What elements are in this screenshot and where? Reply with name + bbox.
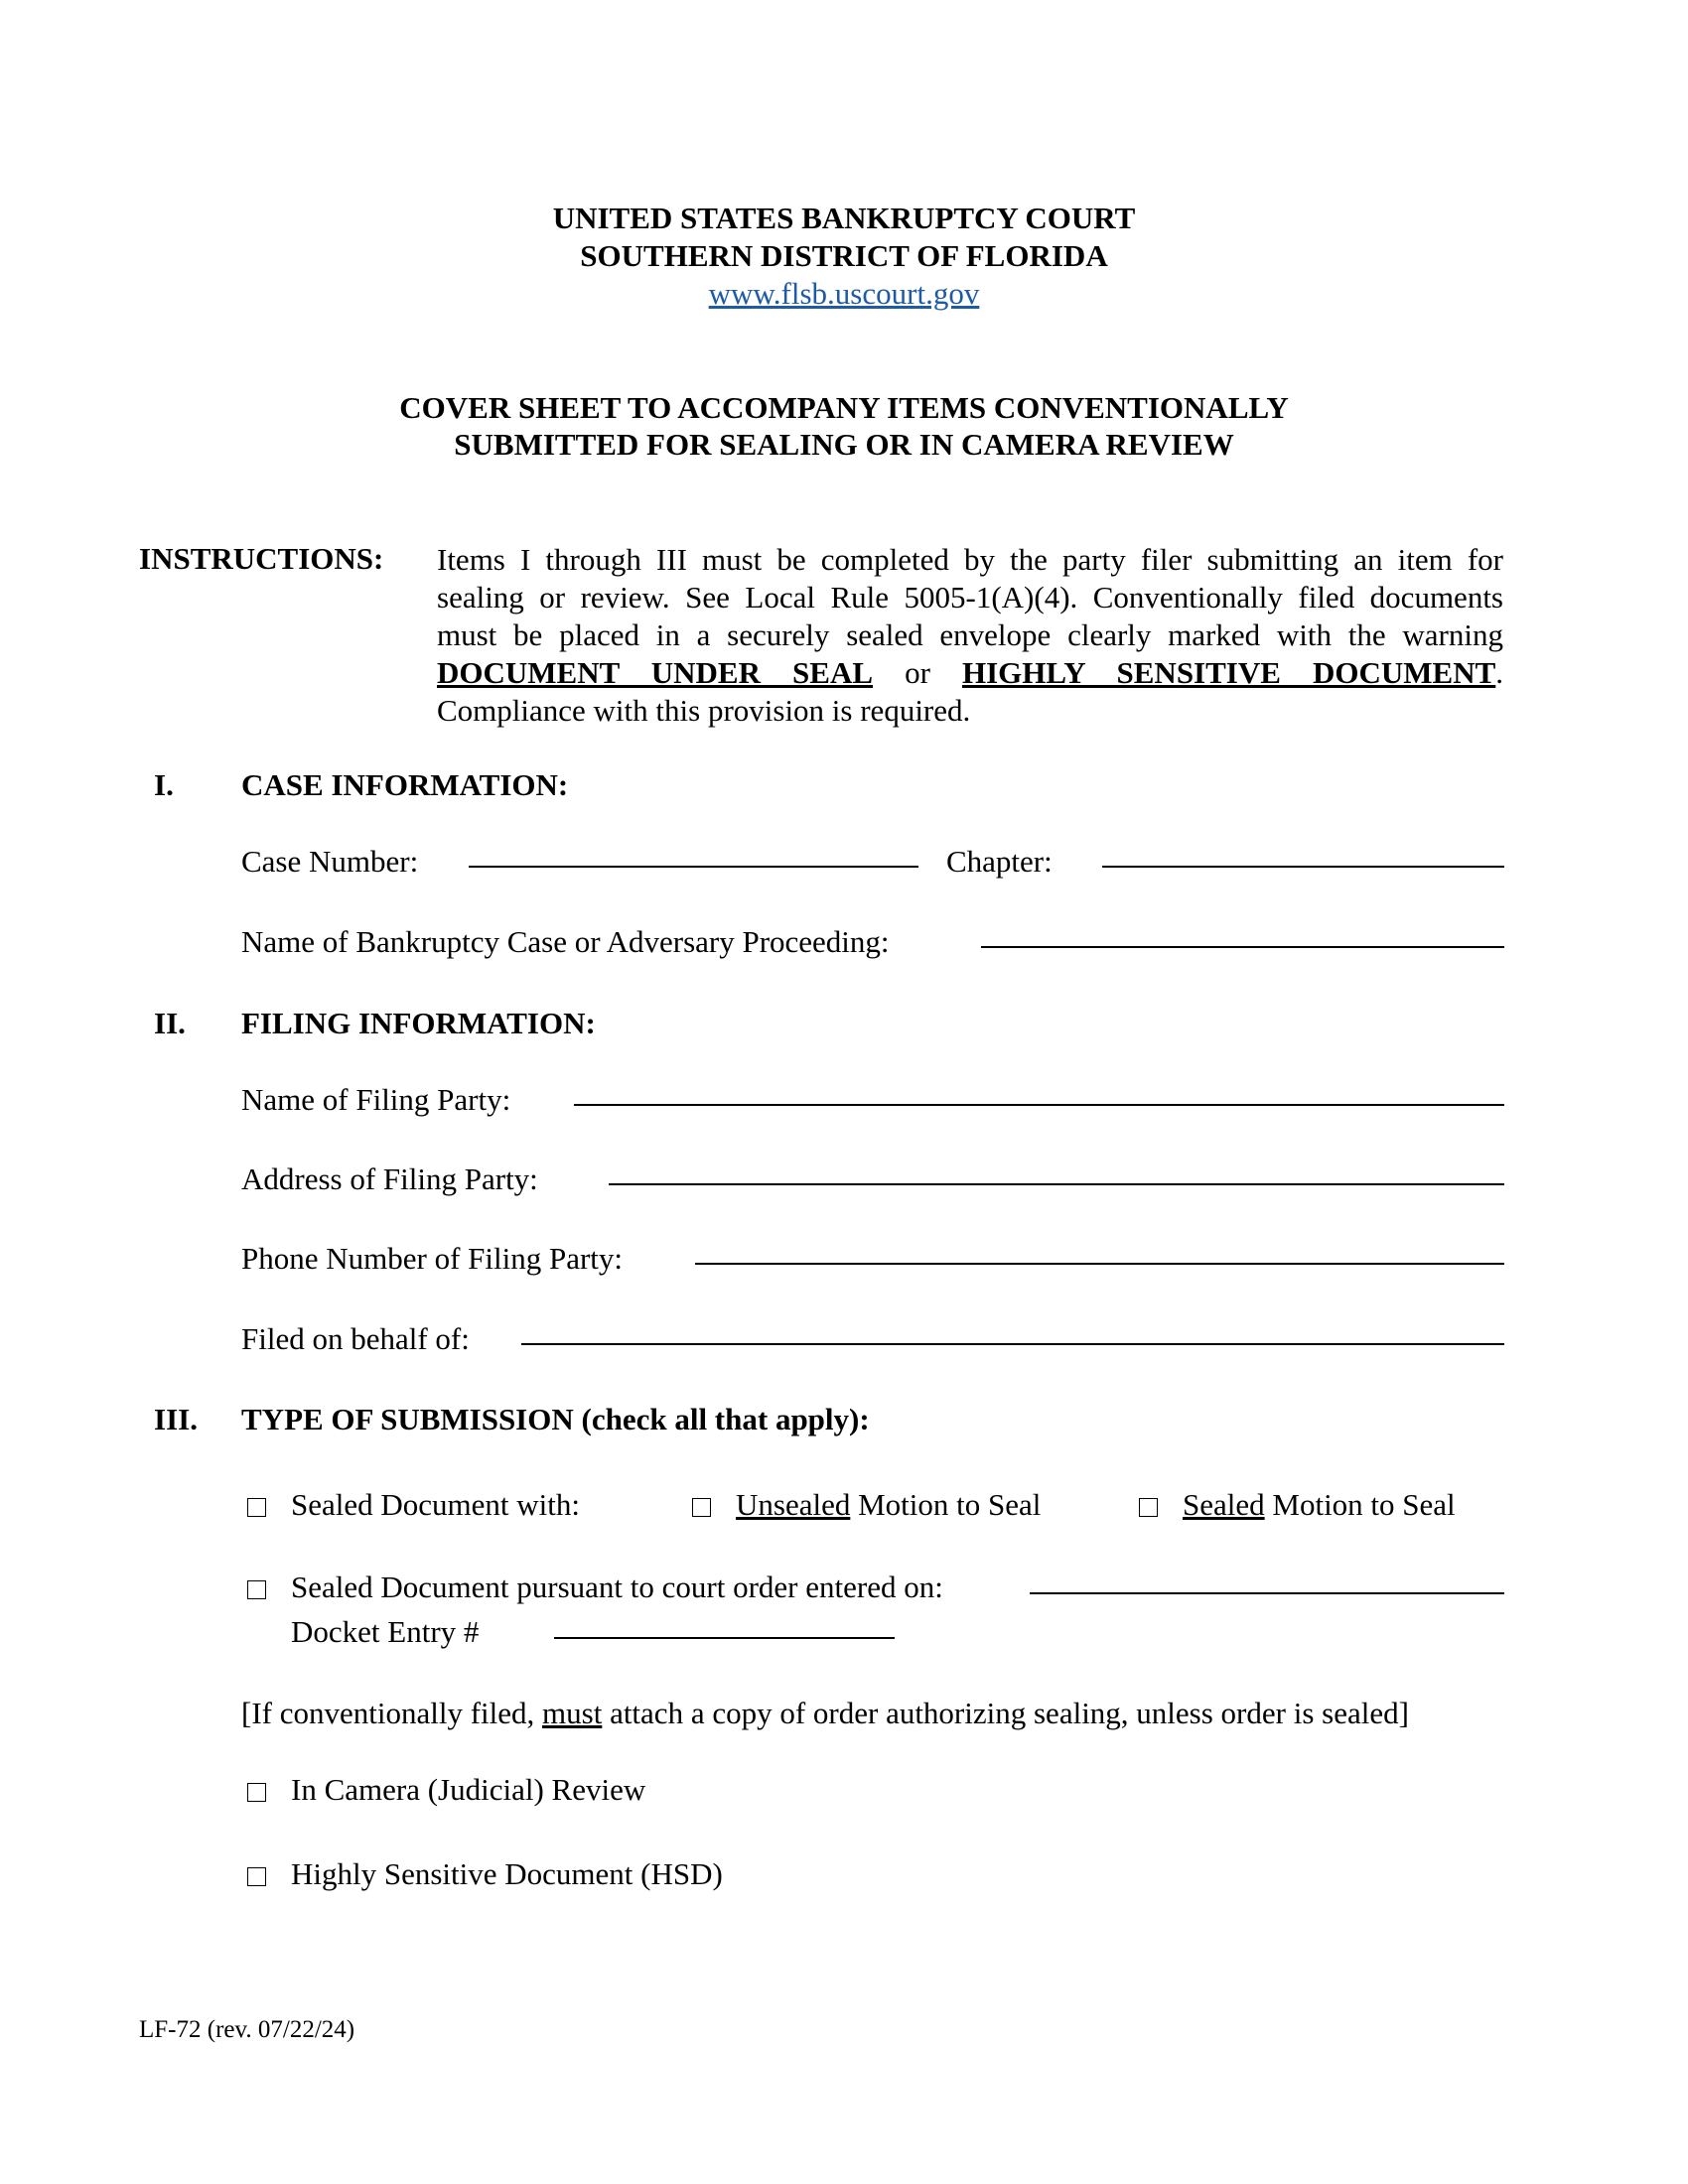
sealed-motion-label — [1183, 1487, 1456, 1523]
docket-entry-field[interactable] — [554, 1637, 895, 1639]
court-order-date-field[interactable] — [1030, 1592, 1504, 1594]
note-must: must — [542, 1696, 603, 1730]
court-order-checkbox[interactable] — [247, 1580, 266, 1599]
warning-or: or — [905, 655, 930, 690]
court-district: SOUTHERN DISTRICT OF FLORIDA — [580, 238, 1108, 273]
sealed-word: Sealed — [1183, 1487, 1265, 1522]
note-pre: [If conventionally filed, — [241, 1696, 543, 1730]
note-post: attach a copy of order authorizing sealing, unless order is sealed] — [602, 1696, 1409, 1730]
unsealed-motion-label — [736, 1487, 1041, 1523]
section-1-numeral: I. — [154, 767, 174, 802]
section-3-heading: TYPE OF SUBMISSION (check all that apply): — [241, 1402, 870, 1436]
filing-party-name-label: Name of Filing Party: — [241, 1082, 511, 1117]
court-website-link[interactable]: www.flsb.uscourt.gov — [708, 276, 980, 311]
unsealed-word: Unsealed — [736, 1487, 851, 1522]
filing-party-name-field[interactable] — [574, 1104, 1504, 1106]
form-title-line2: SUBMITTED FOR SEALING OR IN CAMERA REVIEW — [454, 427, 1234, 462]
unsealed-motion-checkbox[interactable] — [692, 1498, 711, 1517]
case-number-field[interactable] — [469, 866, 918, 868]
instructions-line: Compliance with this provision is required. — [437, 693, 971, 728]
hsd-checkbox[interactable] — [247, 1867, 266, 1886]
docket-entry-label: Docket Entry # — [291, 1614, 480, 1649]
court-website-container — [0, 276, 1688, 312]
section-2-heading: FILING INFORMATION: — [241, 1006, 596, 1040]
instructions-label: INSTRUCTIONS: — [139, 541, 384, 576]
section-2-numeral: II. — [154, 1006, 186, 1040]
case-name-field[interactable] — [981, 946, 1504, 948]
filing-party-phone-field[interactable] — [695, 1263, 1504, 1265]
filed-on-behalf-field[interactable] — [521, 1343, 1504, 1345]
hsd-label: Highly Sensitive Document (HSD) — [291, 1856, 723, 1891]
instructions-line: must be placed in a securely sealed envelope clearly marked with the warning — [437, 617, 1503, 652]
court-order-label: Sealed Document pursuant to court order entered on: — [291, 1570, 943, 1604]
conventional-filing-note — [241, 1696, 1409, 1731]
instructions-body — [437, 541, 1503, 730]
section-1-heading: CASE INFORMATION: — [241, 767, 569, 802]
sealed-document-with-label: Sealed Document with: — [291, 1487, 580, 1522]
sealed-motion-rest: Motion to Seal — [1264, 1487, 1456, 1522]
form-id: LF-72 (rev. 07/22/24) — [139, 2016, 355, 2043]
instructions-warning-line — [437, 654, 1503, 692]
instructions-line: Items I through III must be completed by the party filer submitting an item for — [437, 542, 1503, 577]
warning-period: . — [1495, 655, 1504, 690]
filing-party-address-label: Address of Filing Party: — [241, 1161, 538, 1196]
chapter-field[interactable] — [1102, 866, 1504, 868]
sealed-document-with-checkbox[interactable] — [247, 1498, 266, 1517]
warning-hsd-group — [962, 655, 1503, 690]
instructions-line: sealing or review. See Local Rule 5005-1(A)(4). Conventionally filed documents — [437, 580, 1503, 614]
chapter-label: Chapter: — [946, 844, 1053, 879]
filed-on-behalf-label: Filed on behalf of: — [241, 1321, 470, 1356]
warning-highly-sensitive-document: HIGHLY SENSITIVE DOCUMENT — [961, 655, 1496, 690]
case-name-label: Name of Bankruptcy Case or Adversary Proceeding: — [241, 924, 890, 959]
case-number-label: Case Number: — [241, 844, 419, 879]
section-3-numeral: III. — [154, 1402, 198, 1436]
court-name: UNITED STATES BANKRUPTCY COURT — [552, 201, 1136, 235]
form-title-line1: COVER SHEET TO ACCOMPANY ITEMS CONVENTIONALLY — [399, 390, 1289, 425]
filing-party-address-field[interactable] — [609, 1183, 1504, 1185]
sealed-motion-checkbox[interactable] — [1139, 1498, 1158, 1517]
warning-document-under-seal: DOCUMENT UNDER SEAL — [437, 655, 874, 690]
filing-party-phone-label: Phone Number of Filing Party: — [241, 1241, 624, 1276]
in-camera-review-label: In Camera (Judicial) Review — [291, 1772, 646, 1807]
unsealed-motion-rest: Motion to Seal — [850, 1487, 1042, 1522]
in-camera-review-checkbox[interactable] — [247, 1783, 266, 1802]
